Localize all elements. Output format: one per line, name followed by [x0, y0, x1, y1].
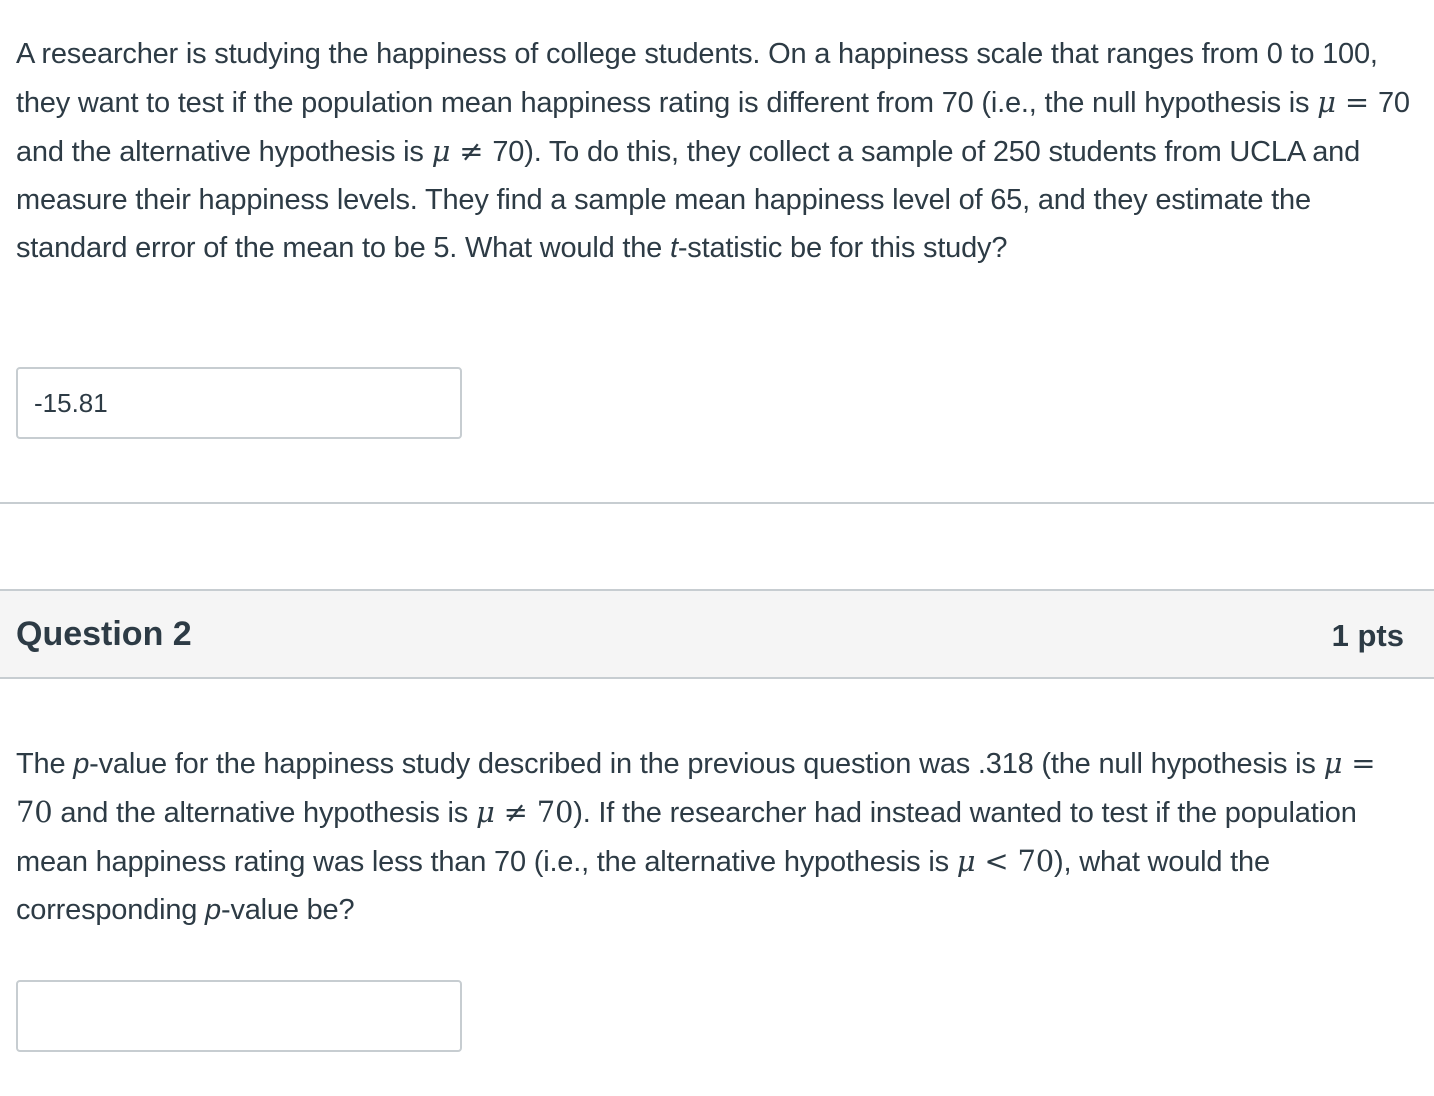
number-70: 70: [1017, 844, 1055, 878]
q1-text-part-c: 70). To do this, they collect a sample of 250 students from UCLA and measure their happiness levels. They find a sample mean happiness level of 65, and they estimate the standard error of the mean to be 5. What would the: [16, 136, 1361, 264]
q2-text-part-d: ). If the researcher had instead wanted to test if the population mean happiness rating was less than 70 (i.e., the alternative hypothesis is: [16, 797, 1357, 878]
mu-symbol: μ: [956, 844, 976, 878]
question-2-answer-input[interactable]: [16, 980, 462, 1052]
number-70: 70: [536, 795, 574, 829]
not-equal-symbol: ≠: [450, 134, 493, 168]
p-italic: p: [73, 748, 90, 780]
question-2-points: 1 pts: [1331, 618, 1404, 653]
q2-text-part-c: and the alternative hypothesis is: [52, 797, 476, 829]
mu-symbol: μ: [1323, 746, 1343, 780]
t-italic: t: [669, 232, 678, 264]
question-2-header: [0, 589, 1434, 679]
not-equal-symbol: ≠: [494, 795, 537, 829]
q1-text-part-b: 70 and the alternative hypothesis is: [16, 87, 1410, 168]
mu-symbol: μ: [1317, 85, 1336, 119]
question-2-text: [16, 739, 1416, 934]
equals-symbol: =: [1342, 746, 1376, 780]
less-than-symbol: <: [975, 844, 1018, 878]
question-1-text: [16, 30, 1416, 272]
q1-text-part-a: A researcher is studying the happiness of college students. On a happiness scale that ranges from 0 to 100, they want to test if the population mean happiness rating is different from 70 (i.e., the null hypothesis is: [16, 38, 1378, 119]
mu-symbol: μ: [475, 795, 495, 829]
p-italic: p: [205, 894, 221, 926]
q2-text-part-a: The: [16, 748, 74, 780]
question-1-answer-input[interactable]: [16, 367, 462, 439]
question-2-title: Question 2: [16, 615, 192, 653]
mu-symbol: μ: [431, 134, 451, 168]
q2-text-part-b: -value for the happiness study described in the previous question was .318 (the null hypothesis is: [89, 748, 1324, 780]
equals-symbol: =: [1335, 85, 1378, 119]
q1-text-part-d: -statistic be for this study?: [677, 232, 1008, 264]
q2-text-part-e: ), what would the corresponding: [16, 846, 1270, 926]
question-divider: [0, 502, 1434, 504]
number-70: 70: [16, 795, 53, 829]
q2-text-part-f: -value be?: [220, 894, 355, 926]
